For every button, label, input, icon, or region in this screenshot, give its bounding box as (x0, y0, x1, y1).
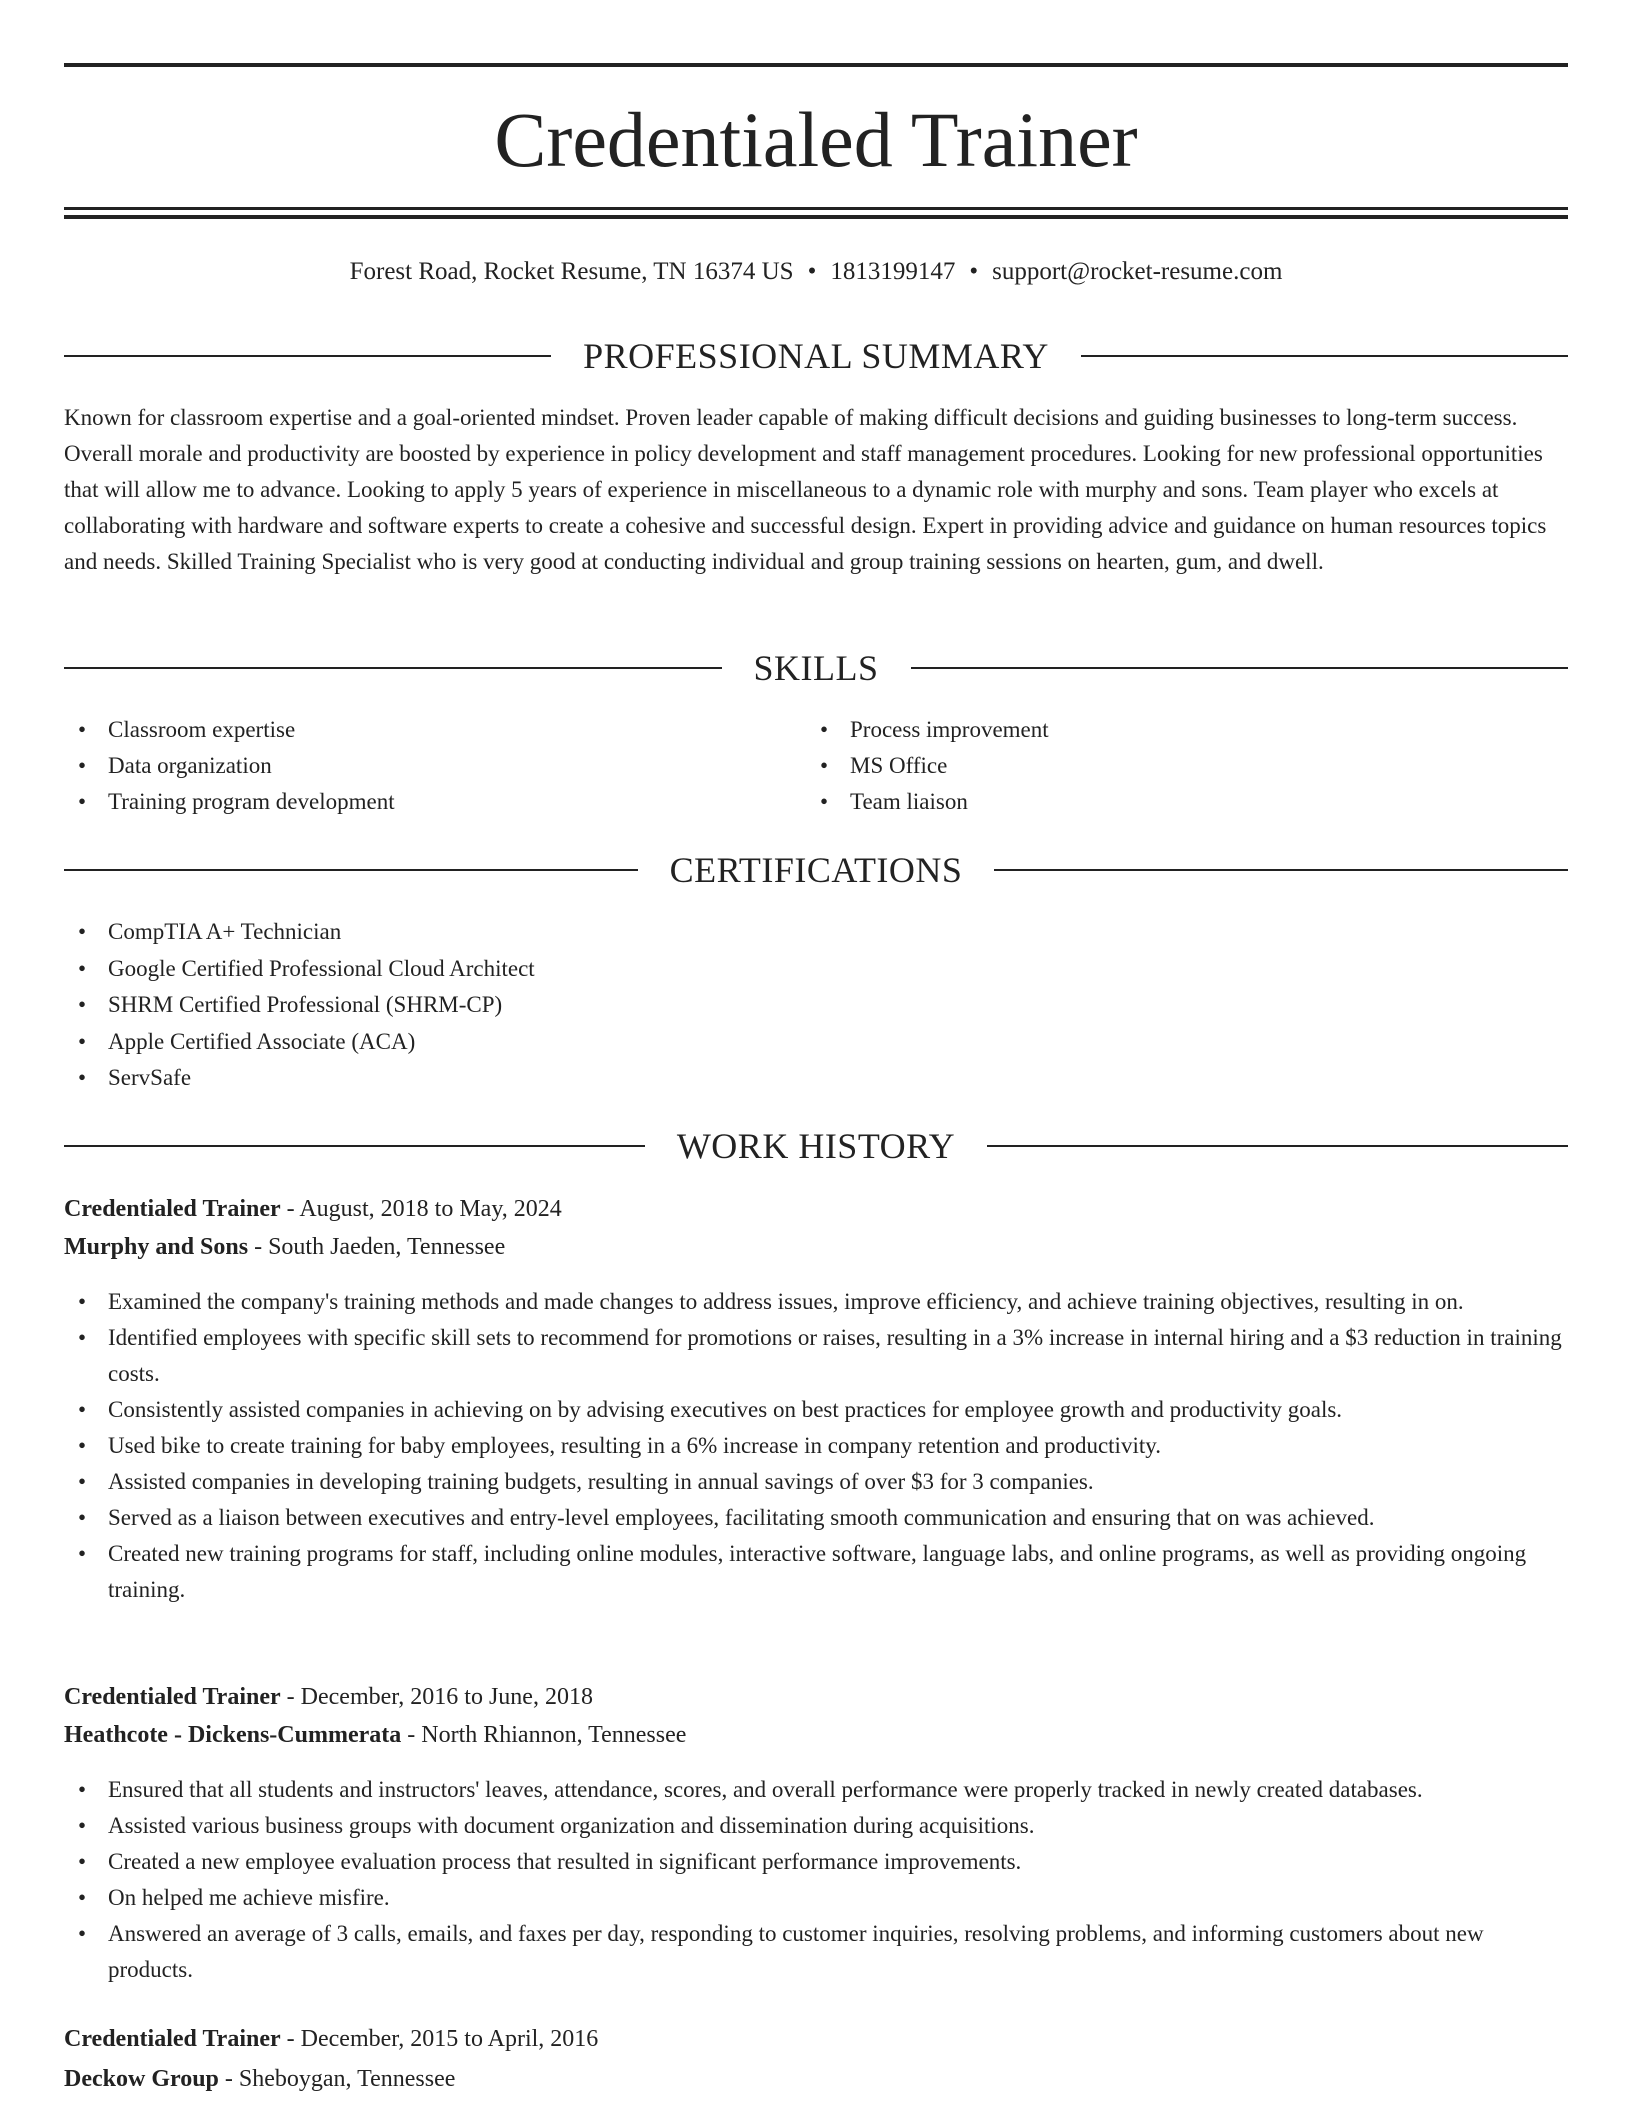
section-title: SKILLS (753, 648, 879, 688)
job-bullet: • Ensured that all students and instructors' leaves, attendance, scores, and overall performance were properly tracked in newly created databases. (64, 1772, 1568, 1808)
certification-item: • ServSafe (64, 1060, 1568, 1097)
job-bullets (64, 1772, 1568, 1988)
job-dates: - August, 2018 to May, 2024 (280, 1196, 562, 1222)
job-dates: - December, 2015 to April, 2016 (280, 2026, 599, 2052)
certification-item: • CompTIA A+ Technician (64, 914, 1568, 951)
job-bullet: • Served as a liaison between executives and entry-level employees, facilitating smooth communication and ensuring that on was achieved. (64, 1500, 1568, 1536)
job-company: Deckow Group (64, 2066, 219, 2092)
skill-item: • Training program development (64, 784, 804, 820)
job-bullet: • On helped me achieve misfire. (64, 1880, 1568, 1916)
contact-email[interactable]: support@rocket-resume.com (992, 258, 1283, 285)
heading-rule-right (1081, 355, 1568, 357)
skill-item: • Data organization (64, 748, 804, 784)
contact-address: Forest Road, Rocket Resume, TN 16374 US (349, 258, 794, 285)
job-location: - Sheboygan, Tennessee (218, 2066, 456, 2092)
job-title: Credentialed Trainer (64, 2026, 281, 2052)
job-bullets (64, 1284, 1568, 1608)
heading-rule-left (64, 869, 638, 871)
job-company-line (64, 1228, 1568, 1266)
heading-rule-right (987, 1145, 1568, 1147)
certification-item: • Apple Certified Associate (ACA) (64, 1024, 1568, 1061)
section-title: WORK HISTORY (676, 1126, 956, 1166)
job-bullet: • Created new training programs for staff, including online modules, interactive software, language labs, and online programs, as well as providing ongoing training. (64, 1536, 1568, 1608)
job-company: Murphy and Sons (64, 1234, 249, 1260)
job-bullet: • Assisted companies in developing training budgets, resulting in annual savings of over $3 for 3 companies. (64, 1464, 1568, 1500)
candidate-name: Credentialed Trainer (494, 96, 1138, 183)
heading-rule-right (994, 869, 1568, 871)
certification-item: • Google Certified Professional Cloud Architect (64, 951, 1568, 988)
job-location: - North Rhiannon, Tennessee (401, 1722, 687, 1748)
certification-item: • SHRM Certified Professional (SHRM-CP) (64, 987, 1568, 1024)
skills-list-left (64, 712, 804, 820)
certifications-list (64, 914, 1568, 1097)
job-company: Heathcote - Dickens-Cummerata (64, 1722, 402, 1748)
heading-rule-left (64, 667, 722, 669)
summary-text: Known for classroom expertise and a goal-oriented mindset. Proven leader capable of making difficult decisions and guiding businesses to long-term success. Overall morale and productivity are boosted by experience in policy development and staff management procedures. Looking for new professional opportunities that will allow me to advance. Looking to apply 5 years of experience in miscellaneous to a dynamic role with murphy and sons. Team player who excels at collaborating with hardware and software experts to create a cohesive and successful design. Expert in providing advice and guidance on human resources topics and needs. Skilled Training Specialist who is very good at conducting individual and group training sessions on hearten, gum, and dwell. (64, 405, 1547, 574)
job-bullet: • Identified employees with specific skill sets to recommend for promotions or raises, resulting in a 3% increase in internal hiring and a $3 reduction in training costs. (64, 1320, 1568, 1392)
certifications-section-heading (64, 848, 1568, 892)
skill-item: • Team liaison (806, 784, 1566, 820)
job-title-line (64, 1678, 1568, 1716)
job-location: - South Jaeden, Tennessee (248, 1234, 506, 1260)
job-title: Credentialed Trainer (64, 1684, 281, 1710)
job-bullet: • Used bike to create training for baby employees, resulting in a 6% increase in company retention and productivity. (64, 1428, 1568, 1464)
job-company-line (64, 1716, 1568, 1754)
contact-line (64, 255, 1568, 289)
skills-list-right (806, 712, 1566, 820)
section-title: CERTIFICATIONS (669, 850, 963, 890)
contact-phone: 1813199147 (830, 258, 956, 285)
contact-separator: • (807, 258, 817, 285)
heading-rule-right (911, 667, 1569, 669)
skill-item: • MS Office (806, 748, 1566, 784)
job-title-line (64, 1190, 1568, 1228)
header-bottom-rule-2 (64, 215, 1568, 219)
job-title: Credentialed Trainer (64, 1196, 281, 1222)
job-bullet: • Consistently assisted companies in achieving on by advising executives on best practices for employee growth and productivity goals. (64, 1392, 1568, 1428)
job-bullet: • Examined the company's training methods and made changes to address issues, improve efficiency, and achieve training objectives, resulting in on. (64, 1284, 1568, 1320)
job-bullet: • Created a new employee evaluation process that resulted in significant performance improvements. (64, 1844, 1568, 1880)
contact-separator: • (969, 258, 979, 285)
header-top-rule (64, 63, 1568, 67)
job-title-line (64, 2020, 1568, 2058)
skill-item: • Process improvement (806, 712, 1566, 748)
section-title: PROFESSIONAL SUMMARY (583, 336, 1049, 376)
skill-item: • Classroom expertise (64, 712, 804, 748)
job-company-line (64, 2060, 1568, 2098)
heading-rule-left (64, 355, 551, 357)
job-dates: - December, 2016 to June, 2018 (280, 1684, 593, 1710)
work-history-section-heading (64, 1124, 1568, 1168)
summary-section-heading (64, 334, 1568, 378)
job-bullet: • Answered an average of 3 calls, emails, and faxes per day, responding to customer inquiries, resolving problems, and informing customers about new products. (64, 1916, 1568, 1988)
skills-section-heading (64, 646, 1568, 690)
job-bullet: • Assisted various business groups with document organization and dissemination during acquisitions. (64, 1808, 1568, 1844)
heading-rule-left (64, 1145, 645, 1147)
header-bottom-rule (64, 207, 1568, 210)
